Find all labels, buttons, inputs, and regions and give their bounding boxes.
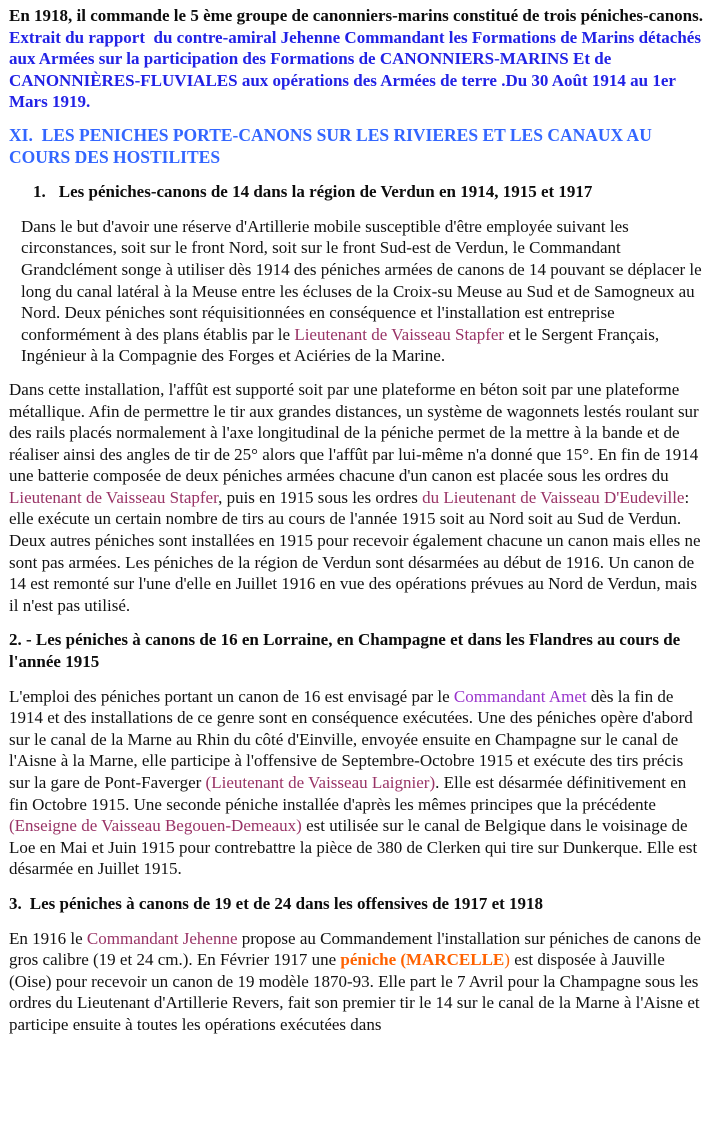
paragraph-verdun — [21, 216, 706, 367]
text-run: , puis en 1915 sous les ordres — [218, 487, 423, 507]
heading-3-text: Les péniches à canons de 19 et de 24 dans les offensives de 1917 et 1918 — [29, 893, 544, 913]
heading-peniches-canons-16: 2. - Les péniches à canons de 16 en Lorraine, en Champagne et dans les Flandres au cours de l'année 1915 — [9, 630, 681, 672]
officer-name-jehenne: Commandant Jehenne — [86, 928, 238, 948]
heading-3-number: 3. — [9, 893, 22, 913]
text-run: En 1916 le — [9, 928, 87, 948]
extrait-report-paragraph: Extrait du rapport du contre-amiral Jehenne Commandant les Formations de Marins détachés aux Armées sur la participation des Formations de CANONNIERS-MARINS Et de CANONNIÈRES-FLUVIALES aux opérations des Armées de terre .Du 30 Août 1914 au 1er Mars 1919. — [9, 27, 701, 112]
text-run: . Elle est désarmée définitivement en fin Octobre 1915. Une seconde péniche installée d'après les mêmes principes que la précédente — [9, 773, 687, 814]
text-run: propose au Commandement l'installation sur péniches de canons de gros calibre (19 et 24 cm.). En Février 1917 une — [9, 928, 701, 970]
heading-peniches-canons-14 — [33, 181, 706, 203]
text-run: L'emploi des péniches portant un canon de 16 est envisagé par le — [9, 686, 454, 706]
paragraph-installation — [9, 379, 706, 617]
paragraph-canons-19-24 — [9, 928, 706, 1036]
text-run: Dans cette installation, l'affût est supporté soit par une plateforme en béton soit par une plateforme métallique. Afin de permettre le tir aux grandes distances, un système de wagonnets lestés roulant sur des rails placés normalement à l'axe longitudinal de la péniche permet de la mettre à la bande et de réaliser ainsi des angles de tir de 25° alors que l'affût par lui-même n'a donné que 15°. En fin de 1914 une batterie composée de deux péniches armées chacune d'un canon est placée sous les ordres du — [9, 379, 699, 486]
heading-peniches-canons-19-24 — [9, 893, 706, 915]
text-run: est utilisée sur le canal de Belgique dans le voisinage de Loe en Mai et Juin 1915 pour contrebattre la pièce de 380 de Clerken qui tire sur Dunkerque. Elle est désarmée en Juillet 1915. — [9, 816, 698, 879]
intro-paragraph: En 1918, il commande le 5 ème groupe de canonniers-marins constitué de trois péniches-canons. — [9, 6, 703, 25]
heading-1-number: 1. — [33, 182, 46, 202]
officer-name-stapfer: Lieutenant de Vaisseau Stapfer — [9, 487, 219, 507]
officer-name-laignier: (Lieutenant de Vaisseau Laignier) — [205, 773, 436, 792]
section-xi-heading: XI. LES PENICHES PORTE-CANONS SUR LES RIVIERES ET LES CANAUX AU COURS DES HOSTILITES — [9, 124, 652, 167]
officer-name-stapfer: Lieutenant de Vaisseau Stapfer — [294, 324, 505, 344]
officer-name-amet: Commandant Amet — [453, 686, 587, 706]
paragraph-canons-16 — [9, 686, 706, 880]
text-run: Dans le but d'avoir une réserve d'Artillerie mobile susceptible d'être employée suivant les circonstances, soit sur le front Nord, soit sur le front Sud-est de Verdun, le Commandant Grandclément songe à utiliser dès 1914 des péniches armées de canons de 14 pouvant se déplacer le long du canal latéral à la Meuse entre les écluses de la Croix-su Meuse au Sud et de Samogneux au Nord. Deux péniches sont réquisitionnées en conséquence et l'installation est entreprise conformément à des plans établis par le — [21, 216, 702, 344]
officer-name-deudeville: du Lieutenant de Vaisseau D'Eudeville — [422, 487, 685, 507]
officer-name-begouen-demeaux: (Enseigne de Vaisseau Begouen-Demeaux) — [9, 816, 302, 836]
heading-1-text: Les péniches-canons de 14 dans la région de Verdun en 1914, 1915 et 1917 — [58, 182, 593, 202]
text-run: et le Sergent Français, Ingénieur à la Compagnie des Forges et Aciéries de la Marine. — [21, 324, 660, 366]
marcelle-highlight-paren: ) — [504, 950, 510, 970]
text-run: dès la fin de 1914 et des installations de ce genre sont en conséquence exécutées. Une des péniches opère d'abord sur le canal de la Marne au Rhin du côté d'Einville, envoyée ensuite en Champagne sur le canal de l'Aisne à la Marne, elle participe à l'offensive de Septembre-Octobre 1915 et exécute des tirs précis sur la gare de Pont-Faverger — [9, 686, 693, 792]
text-run: est disposée à Jauville (Oise) pour recevoir un canon de 19 modèle 1870-93. Elle part le 7 Avril pour la Champagne sous les ordres du Lieutenant d'Artillerie Revers, fait son premier tir le 14 sur le canal de la Marne à l'Aisne et participe ensuite à toutes les opérations exécutées dans — [9, 950, 700, 1034]
marcelle-highlight: péniche (MARCELLE — [340, 950, 505, 970]
text-run: : elle exécute un certain nombre de tirs au cours de l'année 1915 soit au Nord soit au Sud de Verdun. Deux autres péniches sont installées en 1915 pour recevoir également chacune un canon mais elles ne sont pas armées. Les péniches de la région de Verdun sont désarmées au début de 1916. Un canon de 14 est remonté sur l'une d'elle en Juillet 1916 en vue des opérations prévues au Nord de Verdun, mais il n'est pas utilisé. — [9, 487, 701, 615]
